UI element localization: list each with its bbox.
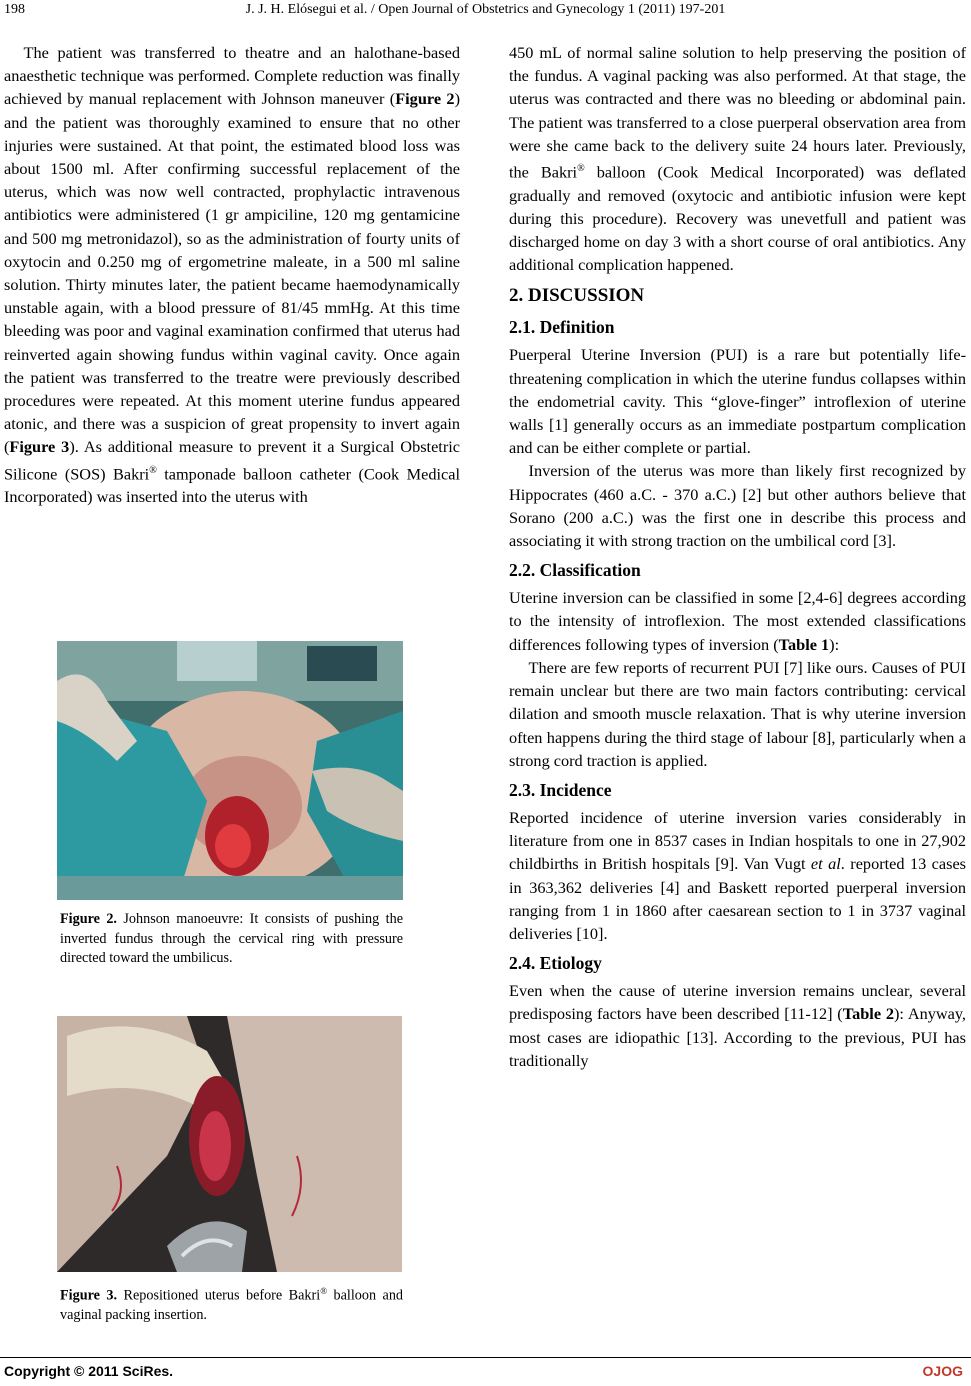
right-column bbox=[509, 41, 966, 1072]
page-header bbox=[0, 2, 971, 22]
figure-label: Figure 3. bbox=[60, 1287, 118, 1304]
text-run: tamponade balloon catheter (Cook Medical Incorporated) was inserted into the uterus with bbox=[4, 464, 460, 507]
figure-2-photo bbox=[57, 641, 403, 900]
body-paragraph: Puerperal Uterine Inversion (PUI) is a rare but potentially life-threatening complication in which the uterine fundus collapses within the endometrial cavity. This “glove-finger” introflexion of uterine walls [1] generally occurs as an immediate postpartum complication and can be either complete or partial. bbox=[509, 345, 966, 458]
body-paragraph bbox=[509, 806, 966, 945]
text-run: ) and the patient was thoroughly examined to ensure that no other injuries were sustained. At that point, the estimated blood loss was about 1500 ml. After confirming successful replacement of the uterus, which was now well contracted, prophylactic intravenous antibiotics were administered (1 gr ampiciline, 120 mg gentamicine and 500 mg metronidazol), so as the administration of fourty units of oxytocin and 0.250 mg of ergometrine maleate, in a 500 ml saline solution. Thirty minutes later, the patient became haemodynamically unstable again, with a blood pressure of 81/45 mmHg. At this time bleeding was poor and vaginal examination confirmed that uterus had reinverted again showing fundus within vaginal cavity. Once again the patient was transferred to the treatre were previously described procedures were repeated. At this moment uterine fundus appeared atonic, and there was a suspicion of great propensity to invert again ( bbox=[4, 89, 460, 457]
subsection-heading: 2.2. Classification bbox=[509, 560, 641, 581]
figure-ref: Figure 2 bbox=[395, 89, 455, 109]
figure-2-caption bbox=[60, 910, 403, 969]
registered-mark: ® bbox=[320, 1286, 328, 1296]
section-heading: 2. DISCUSSION bbox=[509, 285, 645, 307]
table-ref: Table 1 bbox=[778, 634, 830, 654]
text-run: The patient was transferred to theatre and an halothane-based anaesthetic technique was performed. Complete reduction was finally achieved by manual replacement with Johnson maneuver ( bbox=[4, 43, 460, 109]
text-run: ): Anyway, most cases are idiopathic [13]. According to the previous, PUI has traditionally bbox=[509, 1004, 966, 1070]
text-run: Reported incidence of uterine inversion varies considerably in literature from one in 8537 cases in Indian hospitals to one in 27,902 childbirths in British hospitals [9]. Van Vugt bbox=[509, 807, 966, 874]
figure-3-photo bbox=[57, 1016, 402, 1272]
body-paragraph bbox=[509, 41, 966, 276]
subsection-heading: 2.4. Etiology bbox=[509, 953, 602, 974]
body-paragraph bbox=[509, 586, 966, 656]
text-run: Even when the cause of uterine inversion remains unclear, several predisposing factors have been described [11-12] ( bbox=[509, 981, 966, 1024]
subsection-heading: 2.3. Incidence bbox=[509, 779, 612, 800]
text-run: . reported 13 cases in 363,362 deliveries [4] and Baskett reported puerperal inversion ranging from 1 in 1860 after caesarean section to 1 in 3737 vaginal deliveries [10]. bbox=[509, 854, 967, 943]
registered-mark: ® bbox=[149, 464, 157, 476]
surgical-photo-image bbox=[57, 1016, 402, 1272]
figure-label: Figure 2. bbox=[60, 911, 117, 927]
text-run: balloon (Cook Medical Incorporated) was deflated gradually and removed (oxytocic and antibiotic infusion were kept during this procedure). Recovery was unevetfull and patient was discharged home on day 3 with a short course of oral antibiotics. Any additional complication happened. bbox=[509, 162, 966, 275]
caption-text: balloon and vaginal packing insertion. bbox=[60, 1287, 404, 1324]
italic-text: et al bbox=[810, 854, 841, 874]
page-number: 198 bbox=[4, 2, 25, 17]
text-run: ): bbox=[829, 634, 840, 654]
journal-abbreviation: OJOG bbox=[922, 1363, 963, 1379]
left-column bbox=[4, 41, 460, 508]
running-title: J. J. H. Elósegui et al. / Open Journal of Obstetrics and Gynecology 1 (2011) 197-201 bbox=[245, 2, 726, 17]
surgical-photo-image bbox=[57, 641, 403, 900]
footer-divider bbox=[0, 1357, 971, 1358]
text-run: Uterine inversion can be classified in some [2,4-6] degrees according to the intensity of introflexion. The most extended classifications differences following types of inversion ( bbox=[509, 588, 966, 654]
caption-text: Repositioned uterus before Bakri bbox=[117, 1287, 321, 1304]
copyright-notice: Copyright © 2011 SciRes. bbox=[4, 1363, 174, 1379]
body-paragraph: Inversion of the uterus was more than likely first recognized by Hippocrates (460 a.C. - 370 a.C.) [2] but other authors believe that Sorano (200 a.C.) was the first one in describe this process and associating it with strong traction on the umbilical cord [3]. bbox=[509, 461, 966, 551]
figure-ref: Figure 3 bbox=[9, 437, 70, 457]
body-paragraph: There are few reports of recurrent PUI [7] like ours. Causes of PUI remain unclear but there are two main factors contributing: cervical dilation and smooth muscle relaxation. That is why uterine inversion often happens during the third stage of labour [8], particularly when a strong cord traction is applied. bbox=[509, 657, 966, 770]
subsection-heading: 2.1. Definition bbox=[509, 317, 615, 338]
caption-text: Johnson manoeuvre: It consists of pushing the inverted fundus through the cervical ring with pressure directed toward the umbilicus. bbox=[60, 911, 403, 966]
registered-mark: ® bbox=[577, 163, 585, 175]
figure-3-caption bbox=[60, 1282, 403, 1326]
text-run: ). As additional measure to prevent it a Surgical Obstetric Silicone (SOS) Bakri bbox=[4, 437, 460, 484]
body-paragraph bbox=[509, 979, 966, 1072]
table-ref: Table 2 bbox=[842, 1004, 894, 1024]
body-paragraph bbox=[4, 41, 460, 508]
text-run: 450 mL of normal saline solution to help preserving the position of the fundus. A vaginal packing was also performed. At that stage, the uterus was contracted and there was no bleeding or abdominal pain. The patient was transferred to a close puerperal observation area from were she came back to the delivery suite 24 hours later. Previously, the Bakri bbox=[509, 43, 966, 182]
